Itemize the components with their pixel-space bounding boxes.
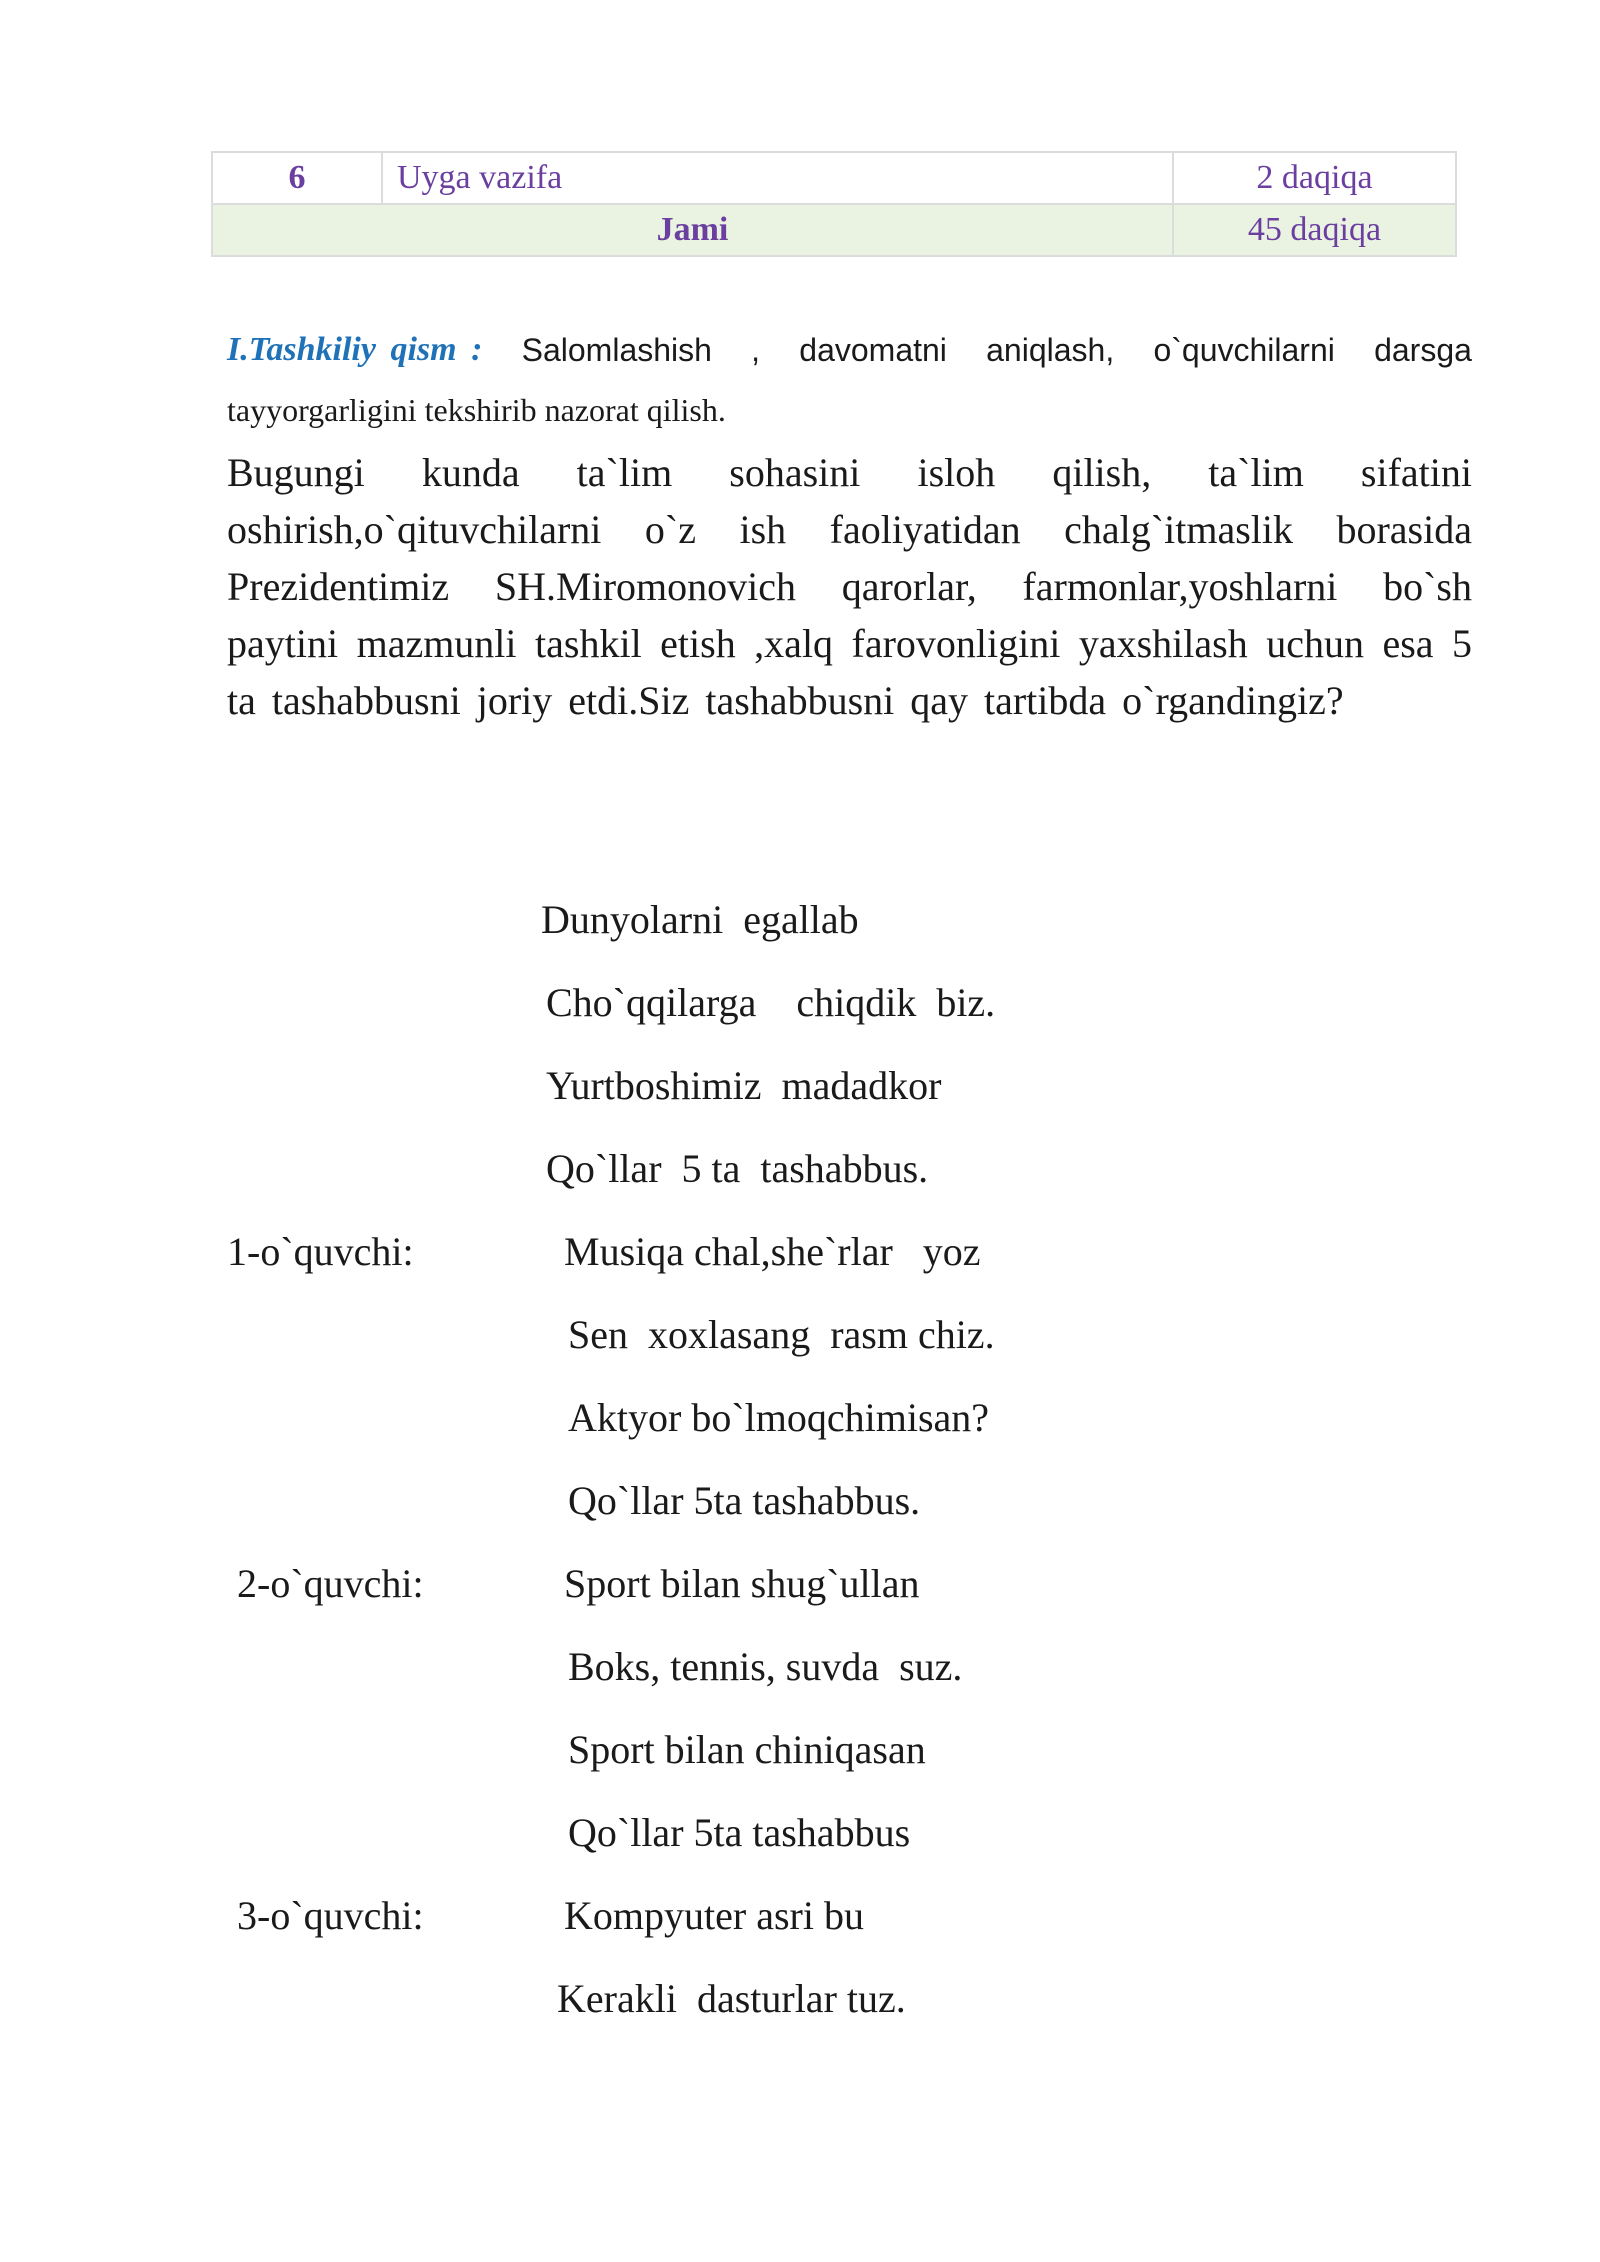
org-word: aniqlash, [986, 332, 1115, 368]
poem-line: Cho`qqilarga chiqdik biz. [546, 980, 996, 1025]
lesson-plan-table [211, 151, 1457, 257]
poem-line: Musiqa chal,she`rlar yoz [564, 1229, 981, 1274]
row-number: 6 [212, 152, 382, 204]
speaker-label: 2-o`quvchi: [237, 1561, 424, 1606]
poem-line: Kompyuter asri bu [564, 1893, 864, 1938]
org-word: davomatni [799, 332, 947, 368]
table-total-row [212, 204, 1456, 256]
section-heading: I.Tashkiliy qism : [227, 331, 483, 368]
total-duration: 45 daqiqa [1173, 204, 1456, 256]
poem-line: Kerakli dasturlar tuz. [557, 1976, 906, 2021]
poem-line: Sport bilan chiniqasan [568, 1727, 926, 1772]
organizational-section [227, 318, 1472, 438]
speaker-label: 1-o`quvchi: [227, 1229, 414, 1274]
poem-line: Qo`llar 5 ta tashabbus. [546, 1146, 929, 1191]
poem-line: Aktyor bo`lmoqchimisan? [568, 1395, 990, 1440]
poem-line: Dunyolarni egallab [541, 897, 859, 942]
organizational-text: tayyorgarligini tekshirib nazorat qilish. [227, 392, 726, 428]
organizational-line [227, 318, 1472, 382]
row-duration: 2 daqiqa [1173, 152, 1456, 204]
intro-paragraph: Bugungi kunda ta`lim sohasini isloh qilish, ta`lim sifatini oshirish,o`qituvchilarni o`z ish faoliyatidan chalg`itmaslik borasida Prezidentimiz SH.Miromonovich qarorlar, farmonlar,yoshlarni bo`sh paytini mazmunli tashkil etish ,xalq farovonligini yaxshilash uchun esa 5 ta tashabbusni joriy etdi.Siz tashabbusni qay tartibda o`rgandingiz? [227, 450, 1472, 723]
total-label: Jami [212, 204, 1173, 256]
org-word: o`quvchilarni [1153, 332, 1335, 368]
org-word: Salomlashish [521, 332, 712, 368]
poem-line: Qo`llar 5ta tashabbus [568, 1810, 911, 1855]
poem-line: Sen xoxlasang rasm chiz. [568, 1312, 995, 1357]
poem-line: Yurtboshimiz madadkor [546, 1063, 942, 1108]
org-word: , [751, 332, 761, 368]
table-row [212, 152, 1456, 204]
poem-line: Qo`llar 5ta tashabbus. [568, 1478, 921, 1523]
poem-line: Boks, tennis, suvda suz. [568, 1644, 963, 1689]
org-word: darsga [1374, 332, 1472, 368]
row-activity: Uyga vazifa [382, 152, 1173, 204]
poem-line: Sport bilan shug`ullan [564, 1561, 920, 1606]
speaker-label: 3-o`quvchi: [237, 1893, 424, 1938]
